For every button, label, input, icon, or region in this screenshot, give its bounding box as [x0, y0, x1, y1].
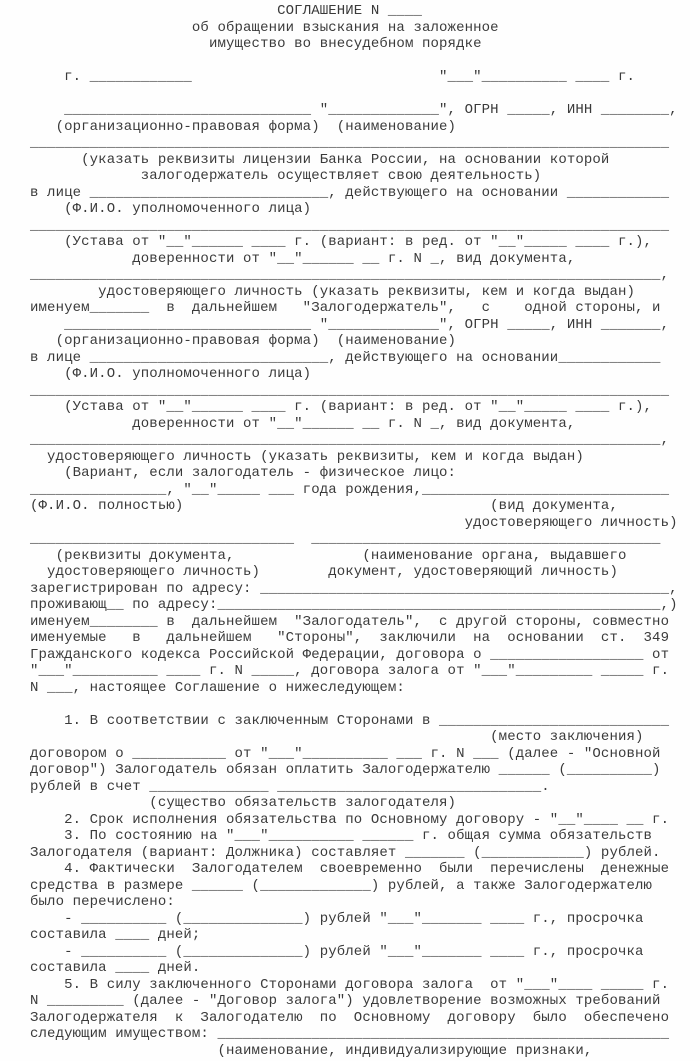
city-date-line: г. ____________ "___"__________ ____ г.: [30, 69, 636, 85]
issuing-authority-caption: удостоверяющего личность) документ, удостоверяющий личность): [30, 564, 618, 580]
clause-5-line-2: N _________ (далее - "Договор залога") удовлетворение возможных требований: [30, 993, 661, 1009]
blank-line: [30, 53, 692, 70]
payment-item-line: - __________ (______________) рублей "___"_______ ____ г., просрочка: [30, 910, 644, 927]
fill-line-pair: _______________________________ _________________________________________: [30, 531, 661, 547]
fio-caption: (Ф.И.О. уполномоченного лица): [30, 366, 312, 382]
clause-2-line: 2. Срок исполнения обязательства по Основному договору - "__"____ __ г.: [30, 811, 670, 828]
clause-4-line-3: было перечислено:: [30, 894, 175, 910]
clause-1-line-4: рублей в счет ______________ _______________________________.: [30, 778, 550, 795]
doc-title: СОГЛАШЕНИЕ N ____: [30, 3, 422, 19]
org-form-caption: (организационно-правовая форма) (наименование): [30, 118, 457, 135]
individual-variant-line: (Вариант, если залогодатель - физическое лицо:: [30, 465, 457, 481]
fio-doc-caption: (Ф.И.О. полностью) (вид документа,: [30, 498, 618, 514]
represented-by-line: в лице ____________________________, действующего на основании____________: [30, 349, 661, 366]
obligation-caption: (существо обязательств залогодателя): [30, 795, 457, 811]
power-of-attorney-line: доверенности от "__"______ __ г. N _, вид документа,: [30, 415, 576, 432]
place-caption: (место заключения): [30, 729, 644, 745]
fill-line: ___________________________________________________________________________: [30, 135, 670, 151]
civil-code-line: Гражданского кодекса Российской Федерации, договора о __________________ от: [30, 646, 670, 663]
identity-caption: удостоверяющего личность (указать реквизиты, кем и когда выдан): [30, 283, 636, 300]
clause-4-line-2: средства в размере ______ (_____________) рублей, а также Залогодержателю: [30, 877, 653, 894]
fill-line: __________________________________________________________________________,: [30, 267, 670, 283]
birthdate-line: ________________, "__"_____ ___ года рождения,_____________________________: [30, 481, 670, 498]
clause-4-line-1: 4. Фактически Залогодателем своевременно были перечислены денежные: [30, 861, 670, 877]
clause-5-line-4: следующим имуществом: _____________________________________________________: [30, 1026, 670, 1042]
overdue-days-line: составила ____ дней.: [30, 960, 201, 976]
fill-line: ___________________________________________________________________________: [30, 217, 670, 234]
power-of-attorney-line: доверенности от "__"______ __ г. N _, вид документа,: [30, 250, 576, 267]
fill-line: ___________________________________________________________________________: [30, 382, 670, 399]
clause-1-line-3: договор") Залогодатель обязан оплатить Залогодержателю ______ (__________): [30, 762, 661, 778]
clause-5-line-1: 5. В силу заключенного Сторонами договора залога от "___"____ _____ г.: [30, 976, 670, 993]
pledgee-org-form-line: _____________________________ "_____________", ОГРН _____, ИНН ________,: [30, 102, 678, 118]
doc-subtitle-line-2: имущество во внесудебном порядке: [30, 36, 482, 52]
blank-line: [30, 86, 692, 103]
agreement-intro-line: N ___, настоящее Соглашение о нижеследующем:: [30, 679, 405, 696]
identity-caption: удостоверяющего личность (указать реквизиты, кем и когда выдан): [30, 448, 584, 465]
contract-dates-line: "___"__________ ____ г. N _____, договора залога от "___"_________ _____ г.: [30, 663, 670, 679]
blank-line: [30, 696, 692, 713]
license-caption-line-2: залогодержатель осуществляет свою деятельность): [30, 168, 542, 184]
payment-item-line: - __________ (______________) рублей "___"_______ ____ г., просрочка: [30, 943, 644, 960]
parties-naming-line: именуемые в дальнейшем "Стороны", заключили на основании ст. 349: [30, 630, 670, 646]
residing-address-line: проживающ__ по адресу:____________________________________________________,): [30, 597, 678, 613]
pledgee-naming-line: именуем_______ в дальнейшем "Залогодержатель", с одной стороны, и: [30, 300, 661, 316]
charter-line: (Устава от "__"______ ____ г. (вариант: в ред. от "__"_____ ____ г.),: [30, 234, 653, 250]
represented-by-line: в лице ____________________________, действующего на основании ____________: [30, 184, 670, 201]
identity-doc-caption: удостоверяющего личность): [30, 514, 678, 531]
clause-1-line-1: 1. В соответствии с заключенным Сторонами в ___________________________: [30, 712, 670, 729]
clause-3-line-1: 3. По состоянию на "___"__________ ______ г. общая сумма обязательств: [30, 828, 653, 844]
charter-line: (Устава от "__"______ ____ г. (вариант: в ред. от "__"_____ ____ г.),: [30, 399, 653, 415]
clause-1-line-2: договором о ___________ от "___"__________ ___ г. N ___ (далее - "Основной: [30, 745, 661, 762]
fio-caption: (Ф.И.О. уполномоченного лица): [30, 201, 312, 217]
org-form-caption: (организационно-правовая форма) (наименование): [30, 333, 457, 349]
clause-3-line-2: Залогодателя (вариант: Должника) составляет _______ (____________) рублей.: [30, 844, 661, 861]
property-caption: (наименование, индивидуализирующие признаки,: [30, 1042, 593, 1059]
clause-5-line-3: Залогодержателя к Залогодателю по Основному договору было обеспечено: [30, 1009, 670, 1026]
overdue-days-line: составила ____ дней;: [30, 927, 201, 943]
doc-requisites-caption: (реквизиты документа, (наименование органа, выдавшего: [30, 547, 627, 564]
pledger-naming-line: именуем________ в дальнейшем "Залогодатель", с другой стороны, совместно: [30, 613, 670, 630]
pledger-org-form-line: _____________________________ "_____________", ОГРН _____, ИНН _______,: [30, 316, 670, 333]
fill-line: __________________________________________________________________________,: [30, 432, 670, 448]
registered-address-line: зарегистрирован по адресу: ________________________________________________,: [30, 580, 678, 597]
doc-subtitle-line-1: об обращении взыскания на заложенное: [30, 19, 499, 36]
license-caption-line-1: (указать реквизиты лицензии Банка России, на основании которой: [30, 151, 610, 168]
